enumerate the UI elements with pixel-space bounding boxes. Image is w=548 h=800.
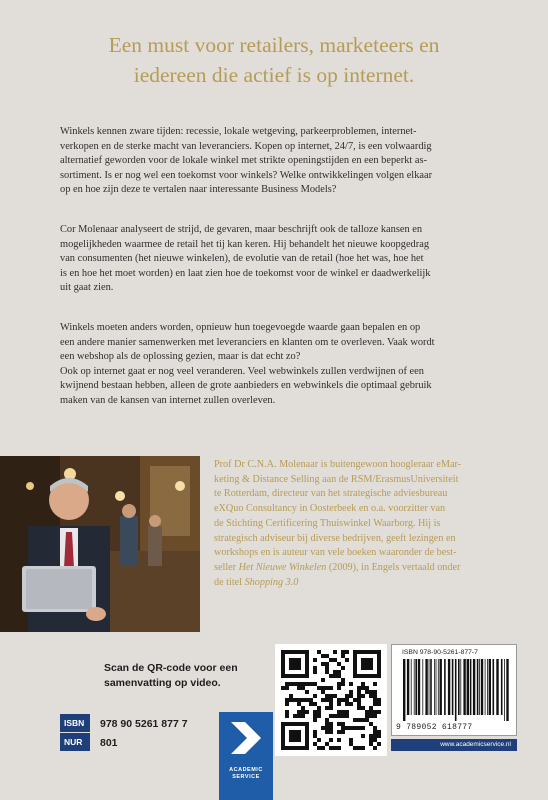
text-line: verkopen en de sterke macht van leveranciers. Kopen op internet, 24/7, is een volwaardig xyxy=(60,140,432,152)
barcode-isbn: ISBN 978-90-5261-877-7 xyxy=(402,649,478,656)
website-link[interactable]: www.academicservice.nl xyxy=(391,739,517,751)
isbn-table xyxy=(60,714,188,752)
logo-word: SERVICE xyxy=(232,774,260,780)
qr-caption-line: Scan de QR-code voor een xyxy=(104,662,238,674)
nur-value: 801 xyxy=(100,736,118,749)
author-bio xyxy=(214,458,514,590)
bio-line: keting & Distance Selling aan de RSM/ErasmusUniversiteit xyxy=(214,473,459,485)
text-line: alternatief geworden voor de lokale winkel met strikte openingstijden en een beperkt as- xyxy=(60,155,428,167)
tagline-line: Een must voor retailers, marketeers en xyxy=(108,33,440,57)
bio-line: Prof Dr C.N.A. Molenaar is buitengewoon hoogleraar eMar- xyxy=(214,459,462,470)
bio-line: te Rotterdam, directeur van het strategische adviesbureau xyxy=(214,488,448,500)
bio-line: strategisch adviseur bij diverse bedrijven, geeft lezingen en xyxy=(214,532,456,544)
text-line: een webshop als de oplossing gezien, maar is dat echt zo? xyxy=(60,351,301,363)
author-photo xyxy=(0,456,200,632)
qr-code-icon xyxy=(281,650,381,750)
isbn-key: ISBN xyxy=(60,714,90,732)
qr-caption-line: samenvatting op video. xyxy=(104,677,221,689)
blurb-paragraph-1 xyxy=(60,125,490,198)
text-line: Cor Molenaar analyseert de strijd, de gevaren, maar beschrijft ook de talloze kansen en xyxy=(60,224,423,235)
bio-line xyxy=(214,576,514,591)
qr-code[interactable] xyxy=(275,644,387,756)
text-line: kwijnend bestaan hebben, alleen de grote aanbieders en webwinkels die optimaal gebruik xyxy=(60,380,432,392)
logo-text xyxy=(219,767,273,781)
text-line: van consumenten (het nieuwe winkelen), de evolutie van de retail (hoe het was, hoe het xyxy=(60,253,424,265)
blurb-paragraph-3 xyxy=(60,321,490,409)
book-title: Het Nieuwe Winkelen xyxy=(238,561,327,573)
nur-row xyxy=(60,733,188,752)
barcode-digits: 9 789052 618777 xyxy=(396,723,473,732)
barcode-bars-icon xyxy=(399,659,511,721)
bio-line: workshops en is auteur van vele boeken waaronder de best- xyxy=(214,547,457,559)
nur-key: NUR xyxy=(60,733,90,751)
blurb-paragraph-2 xyxy=(60,223,490,296)
isbn-value: 978 90 5261 877 7 xyxy=(100,717,188,730)
bio-text: seller xyxy=(214,561,239,573)
text-line: is en hoe het moet worden) en laat zien hoe de toekomst voor de winkel er daadwerkelijk xyxy=(60,267,431,279)
chevron-logo-icon xyxy=(219,712,273,764)
bio-line: eXQuo Consultancy in Oosterbeek en o.a. voorzitter van xyxy=(214,503,446,515)
text-line: Winkels moeten anders worden, opnieuw hun toegevoegde waarde gaan bepalen en op xyxy=(60,322,421,333)
text-line: mogelijkheden waarmee de retail het tij kan keren. Hij behandelt het nieuwe koopgedrag xyxy=(60,238,430,250)
bio-text: de titel xyxy=(214,576,245,588)
text-line: Ook op internet gaat er nog veel veranderen. Veel webwinkels zullen verdwijnen of een xyxy=(60,365,424,377)
barcode xyxy=(391,644,517,736)
text-line: op en hoe zijn deze te vertalen naar interessante Business Models? xyxy=(60,184,337,196)
publisher-logo xyxy=(219,712,273,800)
qr-caption xyxy=(104,661,274,691)
logo-word: ACADEMIC xyxy=(229,767,263,773)
isbn-row xyxy=(60,714,188,733)
text-line: een andere manier samenwerken met leveranciers en klanten om te overleven. Vaak wordt xyxy=(60,336,435,348)
text-line: uit gaat zien. xyxy=(60,282,114,294)
text-line: Winkels kennen zware tijden: recessie, lokale wetgeving, parkeerproblemen, internet- xyxy=(60,126,417,137)
text-line: maken van de kansen van internet zullen overleven. xyxy=(60,394,276,406)
tagline-line: iedereen die actief is op internet. xyxy=(133,63,415,87)
bio-line: de Stichting Certificering Thuiswinkel Waarborg. Hij is xyxy=(214,517,441,529)
english-title: Shopping 3.0 xyxy=(244,576,299,588)
text-line: sortiment. Is er nog wel een toekomst voor winkels? Welke ontwikkelingen volgen elkaar xyxy=(60,169,433,181)
tagline xyxy=(40,30,508,90)
bio-line xyxy=(214,561,514,576)
bio-text: (2009), in Engels vertaald onder xyxy=(326,561,461,573)
